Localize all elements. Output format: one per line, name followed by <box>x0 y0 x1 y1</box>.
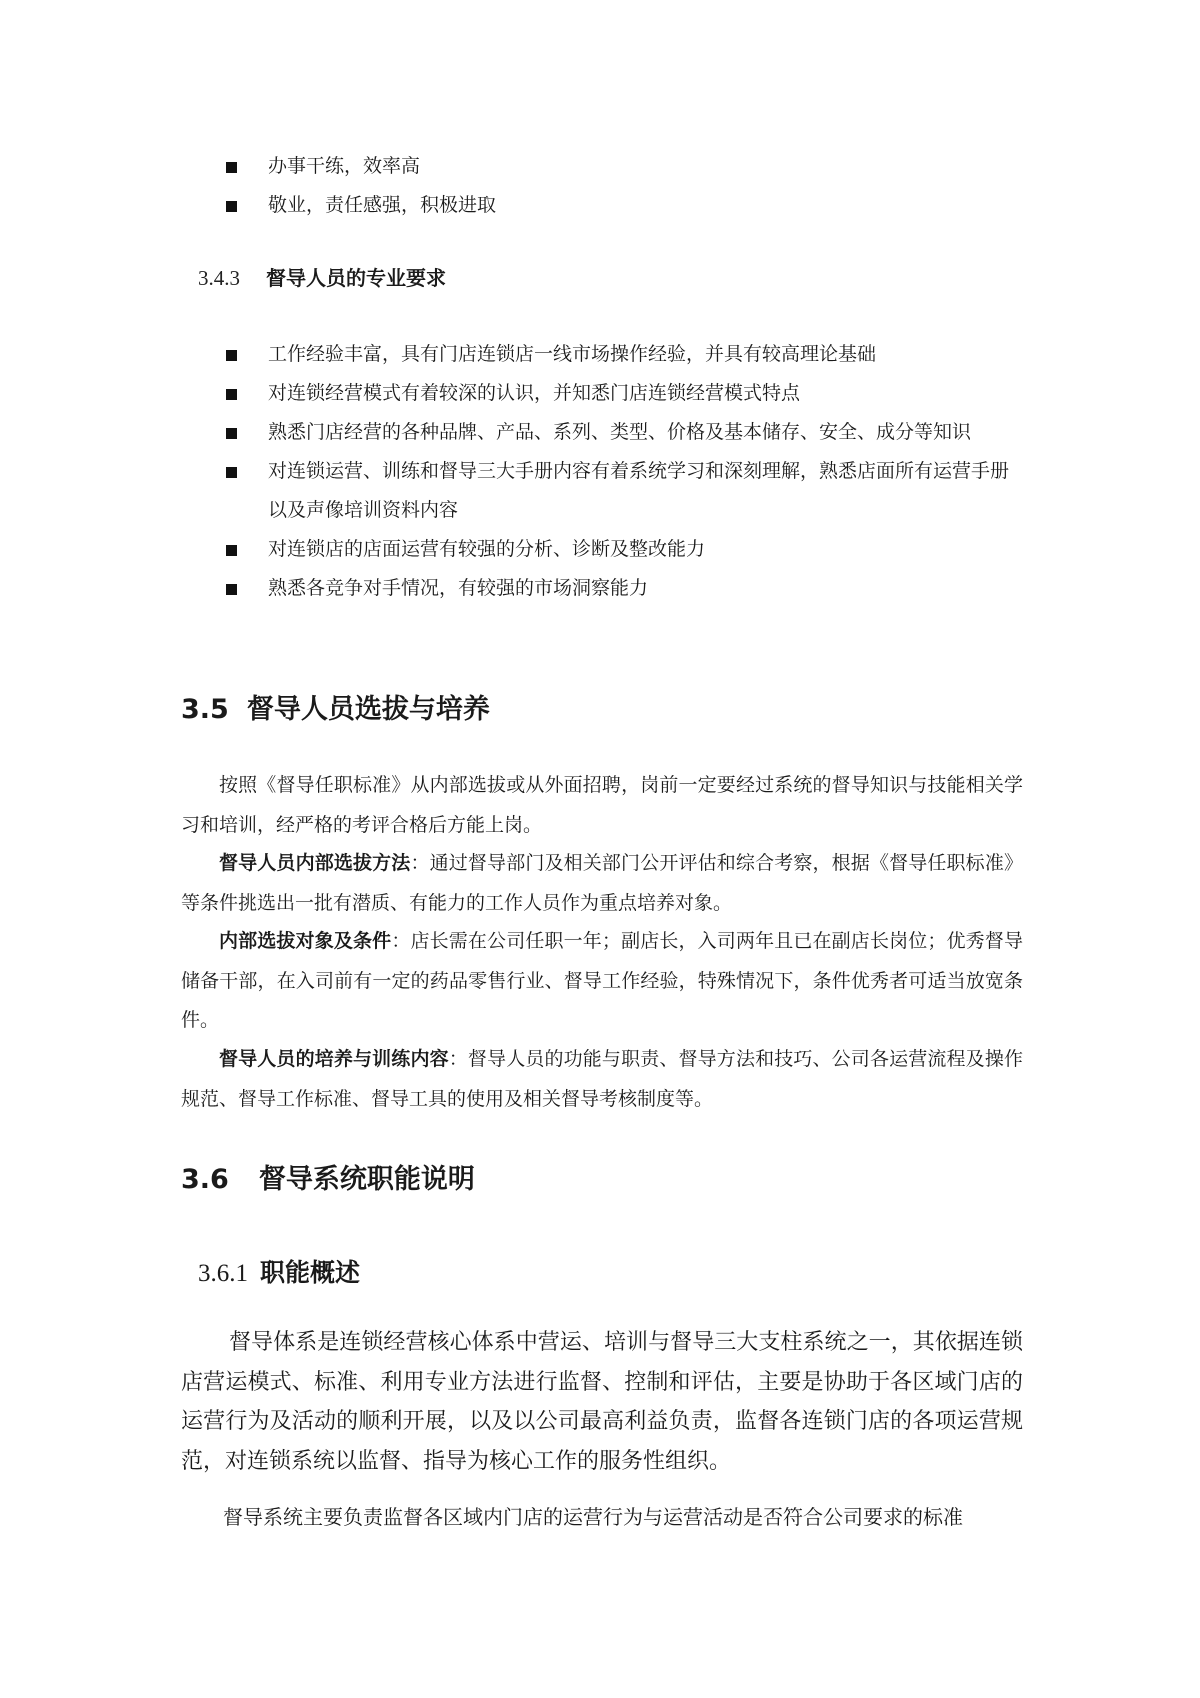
section-title: 职能概述 <box>260 1258 361 1287</box>
bullet-text: 工作经验丰富，具有门店连锁店一线市场操作经验，并具有较高理论基础 <box>268 343 877 365</box>
label-separator: ： <box>391 930 411 952</box>
bullet-text: 敬业，责任感强，积极进取 <box>268 194 497 216</box>
section-number: 3.4.3 <box>198 266 240 290</box>
section-heading-3-5 <box>181 690 490 730</box>
label-separator: ： <box>448 1048 468 1070</box>
bullet-text: 对连锁店的店面运营有较强的分析、诊断及整改能力 <box>268 538 706 560</box>
paragraph-text: 通过督导部门及相关部门公开评估和综合考察，根据《督导任职标准》等条件挑选出一批有潜质、有能力的工作人员作为重点培养对象。 <box>181 852 1023 914</box>
square-bullet-icon <box>226 428 237 439</box>
square-bullet-icon <box>226 584 237 595</box>
paragraph-label: 内部选拔对象及条件 <box>219 930 392 952</box>
bullet-text: 对连锁经营模式有着较深的认识，并知悉门店连锁经营模式特点 <box>268 382 801 404</box>
bullet-text: 对连锁运营、训练和督导三大手册内容有着系统学习和深刻理解，熟悉店面所有运营手册以及声像培训资料内容 <box>268 460 1010 521</box>
section-number: 3.6.1 <box>198 1260 248 1287</box>
list-item <box>0 335 1200 374</box>
list-item <box>0 413 1200 452</box>
square-bullet-icon <box>226 162 237 173</box>
section-number: 3.5 <box>181 694 229 725</box>
paragraph-function-overview: 督导体系是连锁经营核心体系中营运、培训与督导三大支柱系统之一，其依据连锁店营运模式、标准、利用专业方法进行监督、控制和评估，主要是协助于各区域门店的运营行为及活动的顺利开展，以及以公司最高利益负责，监督各连锁门店的各项运营规范，对连锁系统以监督、指导为核心工作的服务性组织。 <box>181 1330 1023 1474</box>
section-heading-3-6 <box>181 1160 475 1200</box>
square-bullet-icon <box>226 350 237 361</box>
square-bullet-icon <box>226 201 237 212</box>
list-item <box>0 452 1200 530</box>
list-item <box>0 186 1200 225</box>
section-heading-3-6-1 <box>198 1255 360 1294</box>
paragraph-supervision-responsibility: 督导系统主要负责监督各区域内门店的运营行为与运营活动是否符合公司要求的标准 <box>223 1505 963 1529</box>
square-bullet-icon <box>226 389 237 400</box>
paragraph-label: 督导人员内部选拔方法 <box>219 852 411 874</box>
list-item <box>0 147 1200 186</box>
paragraph-label: 督导人员的培养与训练内容 <box>219 1048 449 1070</box>
bullet-list-professional-requirements <box>0 335 1200 608</box>
label-separator: ： <box>410 852 430 874</box>
paragraph-selection-criteria <box>181 922 1023 1041</box>
paragraph-recruitment: 按照《督导任职标准》从内部选拔或从外面招聘，岗前一定要经过系统的督导知识与技能相关学习和培训，经严格的考评合格后方能上岗。 <box>181 774 1023 836</box>
paragraph-text: 店长需在公司任职一年；副店长，入司两年且已在副店长岗位；优秀督导储备干部，在入司前有一定的药品零售行业、督导工作经验，特殊情况下，条件优秀者可适当放宽条件。 <box>181 930 1023 1031</box>
section-title: 督导人员的专业要求 <box>266 266 446 290</box>
bullet-list-traits <box>0 147 1200 225</box>
paragraph-internal-selection-method <box>181 844 1023 923</box>
bullet-text: 熟悉门店经营的各种品牌、产品、系列、类型、价格及基本储存、安全、成分等知识 <box>268 421 972 443</box>
paragraph-training-content <box>181 1040 1023 1119</box>
section-heading-3-4-3 <box>198 262 446 294</box>
list-item <box>0 530 1200 569</box>
list-item <box>0 569 1200 608</box>
paragraph-text: 督导人员的功能与职责、督导方法和技巧、公司各运营流程及操作规范、督导工作标准、督导工具的使用及相关督导考核制度等。 <box>181 1048 1023 1110</box>
square-bullet-icon <box>226 467 237 478</box>
section-title: 督导人员选拔与培养 <box>246 694 490 725</box>
bullet-text: 办事干练，效率高 <box>268 155 421 177</box>
list-item <box>0 374 1200 413</box>
square-bullet-icon <box>226 545 237 556</box>
section-number: 3.6 <box>181 1164 229 1195</box>
section-title: 督导系统职能说明 <box>258 1164 475 1195</box>
bullet-text: 熟悉各竞争对手情况，有较强的市场洞察能力 <box>268 577 649 599</box>
